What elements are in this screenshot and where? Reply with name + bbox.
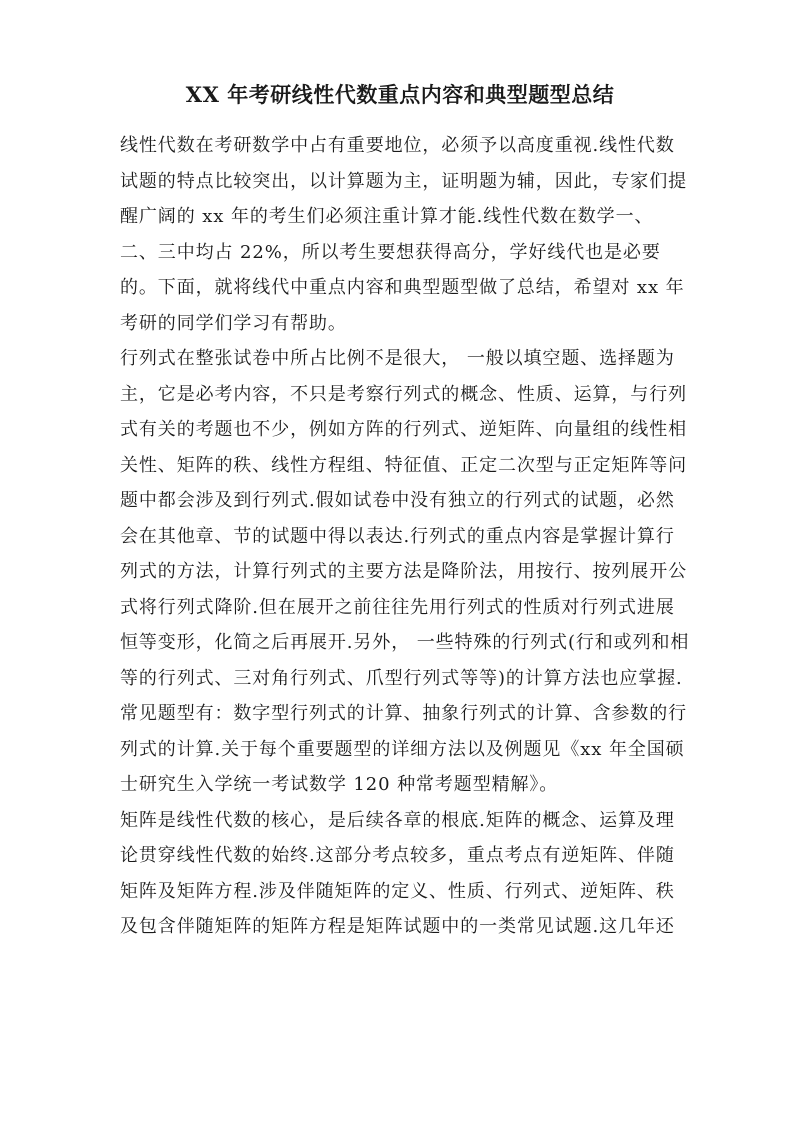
paragraph-matrices: 矩阵是线性代数的核心，是后续各章的根底.矩阵的概念、运算及理论贯穿线性代数的始终.这部分考点较多，重点考点有逆矩阵、伴随矩阵及矩阵方程.涉及伴随矩阵的定义、性质、行列式、逆矩阵、秩及包含伴随矩阵的矩阵方程是矩阵试题中的一类常见试题.这几年还: [120, 809, 675, 937]
document-body: [120, 128, 690, 945]
paragraph-determinants: 行列式在整张试卷中所占比例不是很大， 一般以填空题、选择题为主，它是必考内容，不只是考察行列式的概念、性质、运算，与行列式有关的考题也不少，例如方阵的行列式、逆矩阵、向量组的线性相关性、矩阵的秩、线性方程组、特征值、正定二次型与正定矩阵等问题中都会涉及到行列式.假如试卷中没有独立的行列式的试题，必然会在其他章、节的试题中得以表达.行列式的重点内容是掌握计算行列式的方法，计算行列式的主要方法是降阶法，用按行、按列展开公式将行列式降阶.但在展开之前往往先用行列式的性质对行列式进展恒等变形，化简之后再展开.另外， 一些特殊的行列式(行和或列和相等的行列式、三对角行列式、爪型行列式等等)的计算方法也应掌握.常见题型有：数字型行列式的计算、抽象行列式的计算、含参数的行列式的计算.关于每个重要题型的详细方法以及例题见《xx 年全国硕士研究生入学统一考试数学 120 种常考题型精解》。: [120, 348, 690, 795]
paragraph-intro: 线性代数在考研数学中占有重要地位，必须予以高度重视.线性代数试题的特点比较突出，以计算题为主，证明题为辅，因此，专家们提醒广阔的 xx 年的考生们必须注重计算才能.线性代数在数学一、二、三中均占 22%，所以考生要想获得高分，学好线代也是必要的。下面，就将线代中重点内容和典型题型做了总结，希望对 xx 年考研的同学们学习有帮助。: [120, 135, 687, 334]
document-title: XX 年考研线性代数重点内容和典型题型总结: [185, 82, 615, 107]
